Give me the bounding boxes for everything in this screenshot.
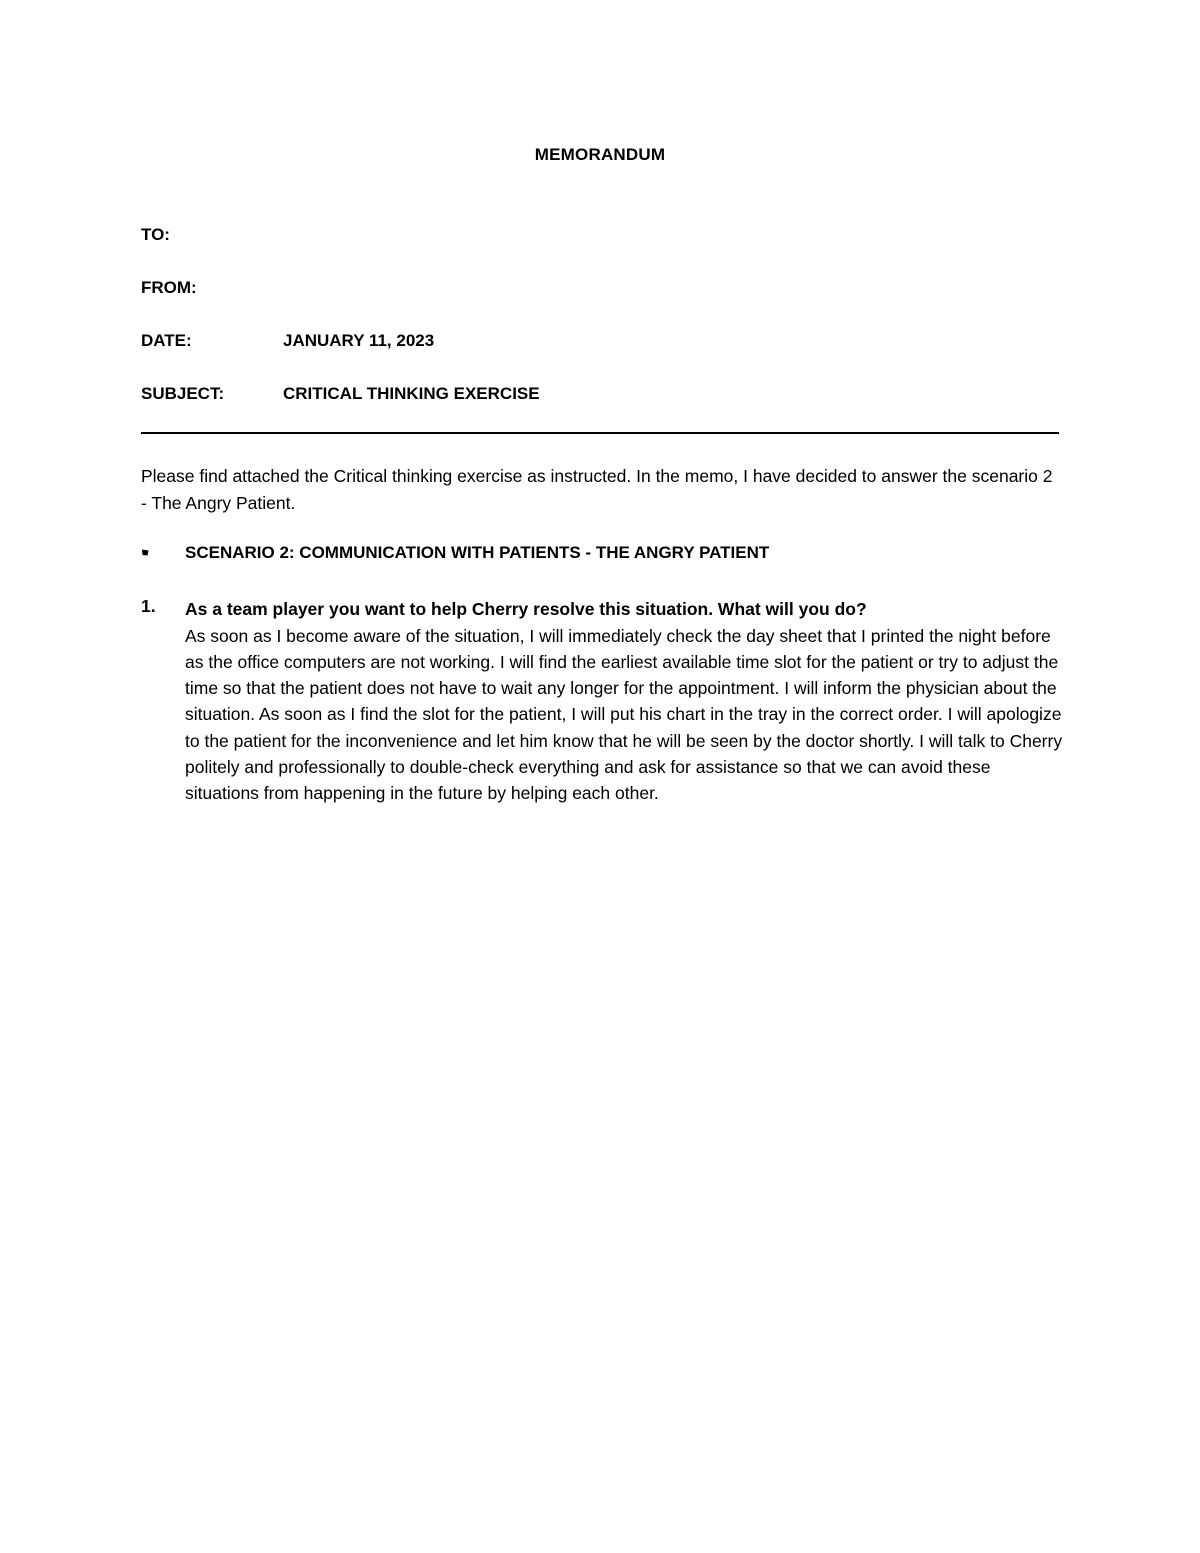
date-label: DATE: (141, 331, 192, 350)
from-row (141, 278, 1041, 302)
date-row (141, 331, 1041, 355)
question-text: As a team player you want to help Cherry resolve this situation. What will you do? (185, 599, 867, 619)
to-row (141, 225, 1041, 249)
to-label: TO: (141, 225, 170, 244)
question-body (185, 596, 1065, 807)
subject-value: CRITICAL THINKING EXERCISE (283, 384, 540, 403)
scenario-heading (141, 543, 1059, 569)
scenario-heading-text: SCENARIO 2: COMMUNICATION WITH PATIENTS - THE ANGRY PATIENT (185, 543, 770, 562)
memo-title: MEMORANDUM (534, 145, 666, 164)
question-number: 1. (141, 596, 156, 616)
from-label: FROM: (141, 278, 197, 297)
answer-paragraph: As soon as I become aware of the situation, I will immediately check the day sheet that I printed the night before as the office computers are not working. I will find the earliest available time slot for the patient or try to adjust the time so that the patient does not have to wait any longer for the appointment. I will inform the physician about the situation. As soon as I find the slot for the patient, I will put his chart in the tray in the correct order. I will apologize to the patient for the inconvenience and let him know that he will be seen by the doctor shortly. I will talk to Cherry politely and professionally to double-check everything and ask for assistance so that we can avoid these situations from happening in the future by helping each other. (185, 625, 1063, 804)
header-divider (141, 432, 1059, 434)
subject-row (141, 384, 1041, 408)
date-value: JANUARY 11, 2023 (283, 331, 435, 350)
intro-paragraph: Please find attached the Critical thinking exercise as instructed. In the memo, I have decided to answer the scenario 2 - The Angry Patient. (141, 466, 1053, 513)
subject-label: SUBJECT: (141, 384, 225, 403)
bullet-icon (141, 548, 150, 557)
